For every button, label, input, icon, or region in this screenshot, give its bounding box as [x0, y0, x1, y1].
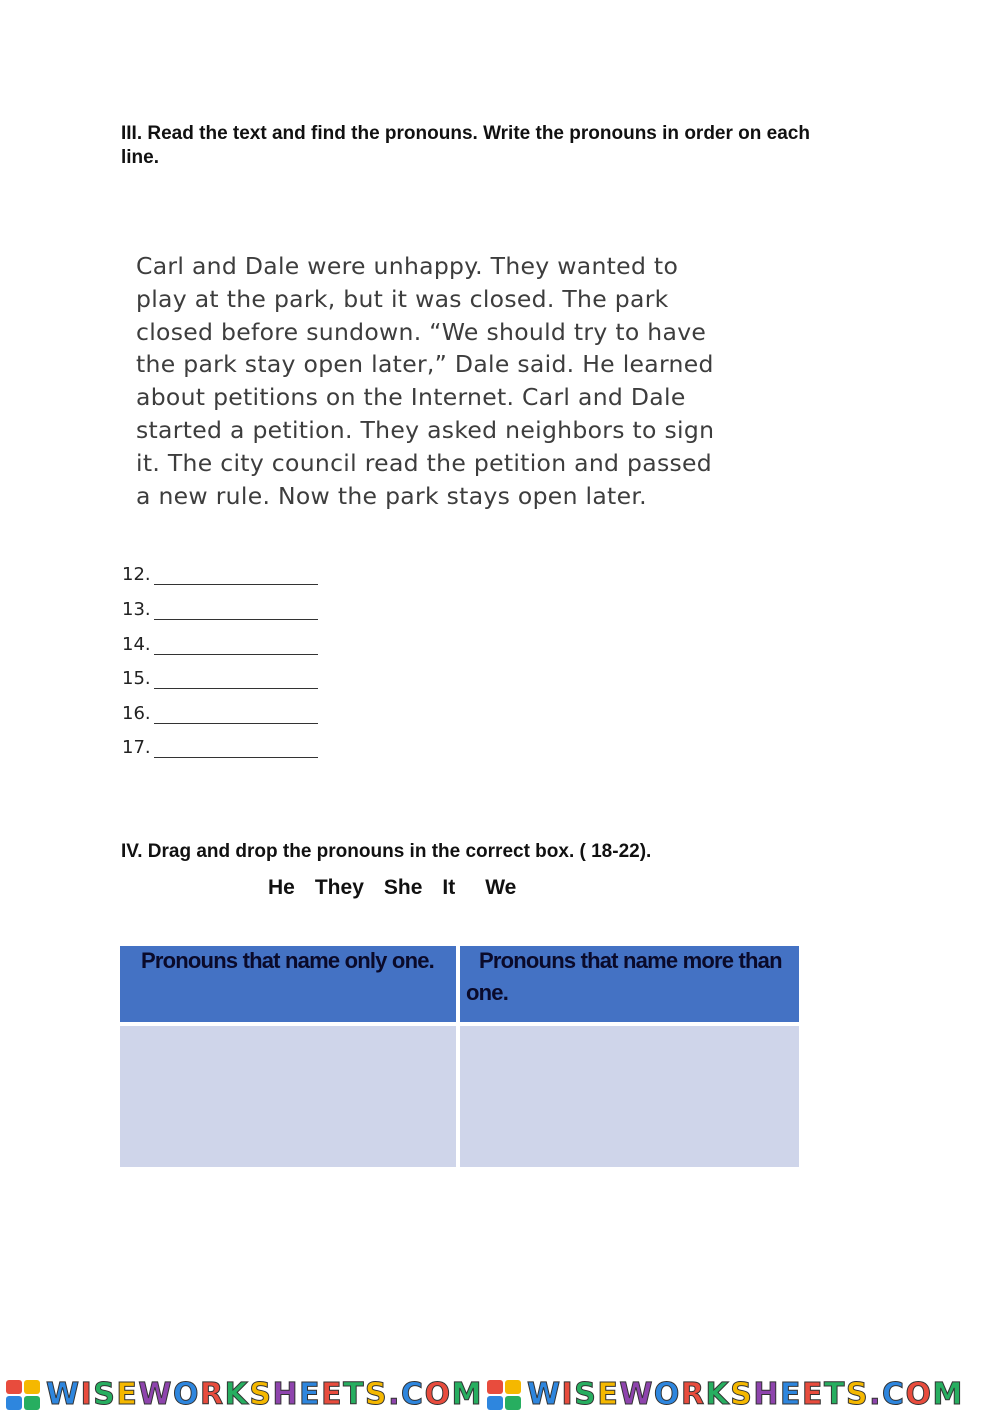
answer-input-14[interactable] — [154, 636, 318, 655]
answer-row-15 — [122, 667, 318, 689]
answer-row-13 — [122, 598, 318, 620]
answer-row-17 — [122, 736, 318, 758]
answer-input-17[interactable] — [154, 739, 318, 758]
answer-input-12[interactable] — [154, 566, 318, 585]
brand-text: WISEWORKSHEETS.COM — [526, 1377, 964, 1412]
instruction-line-1: III. Read the text and find the pronouns. Write the pronouns in order on each — [121, 123, 810, 144]
draggable-word-he[interactable]: He — [268, 876, 295, 899]
answer-row-16 — [122, 702, 318, 724]
answer-number: 13. — [122, 599, 151, 620]
answer-input-16[interactable] — [154, 705, 318, 724]
instruction-line-2: line. — [121, 147, 160, 168]
drop-zone-only-one[interactable] — [120, 1026, 456, 1167]
brand-text: WISEWORKSHEETS.COM — [46, 1377, 483, 1412]
answer-number: 15. — [122, 668, 151, 689]
passage-line: the park stay open later,” Dale said. He learned — [136, 350, 714, 379]
word-bank — [268, 874, 516, 902]
brand-logo-icon — [487, 1380, 521, 1410]
header-only-one — [120, 946, 456, 1022]
brand-logo-icon — [6, 1380, 40, 1410]
answer-input-15[interactable] — [154, 670, 318, 689]
drop-zone-more-than-one[interactable] — [460, 1026, 799, 1167]
passage-line: closed before sundown. “We should try to have — [136, 317, 707, 346]
header-only-one-label: Pronouns that name only one. — [141, 948, 434, 973]
sorting-table — [120, 946, 799, 1167]
draggable-word-she[interactable]: She — [383, 876, 423, 899]
answer-number: 16. — [122, 703, 151, 724]
passage-line: started a petition. They asked neighbors to sign — [136, 415, 715, 444]
footer-brand-bar — [0, 1376, 1000, 1413]
section-3-instruction — [121, 122, 881, 170]
header-more-than-one-line2: one. — [466, 980, 509, 1005]
draggable-word-we[interactable]: We — [485, 876, 517, 899]
answer-row-12 — [122, 563, 318, 585]
answer-input-13[interactable] — [154, 601, 318, 620]
passage-line: play at the park, but it was closed. The park — [136, 284, 669, 313]
brand-mark — [6, 1377, 483, 1412]
passage-line: a new rule. Now the park stays open later. — [136, 481, 647, 510]
answer-number: 14. — [122, 634, 151, 655]
reading-passage — [136, 250, 856, 512]
passage-line: Carl and Dale were unhappy. They wanted to — [136, 252, 679, 280]
header-more-than-one — [460, 946, 799, 1022]
passage-line: about petitions on the Internet. Carl and Dale — [136, 383, 686, 412]
answer-row-14 — [122, 633, 318, 655]
passage-line: it. The city council read the petition and passed — [136, 448, 713, 477]
section-4-instruction: IV. Drag and drop the pronouns in the correct box. ( 18-22). — [121, 841, 652, 862]
header-more-than-one-line1: Pronouns that name more than — [479, 948, 782, 973]
answer-number: 17. — [122, 737, 151, 758]
draggable-word-they[interactable]: They — [314, 876, 364, 899]
draggable-word-it[interactable]: It — [442, 876, 456, 899]
answer-number: 12. — [122, 564, 151, 585]
brand-mark — [487, 1377, 964, 1412]
